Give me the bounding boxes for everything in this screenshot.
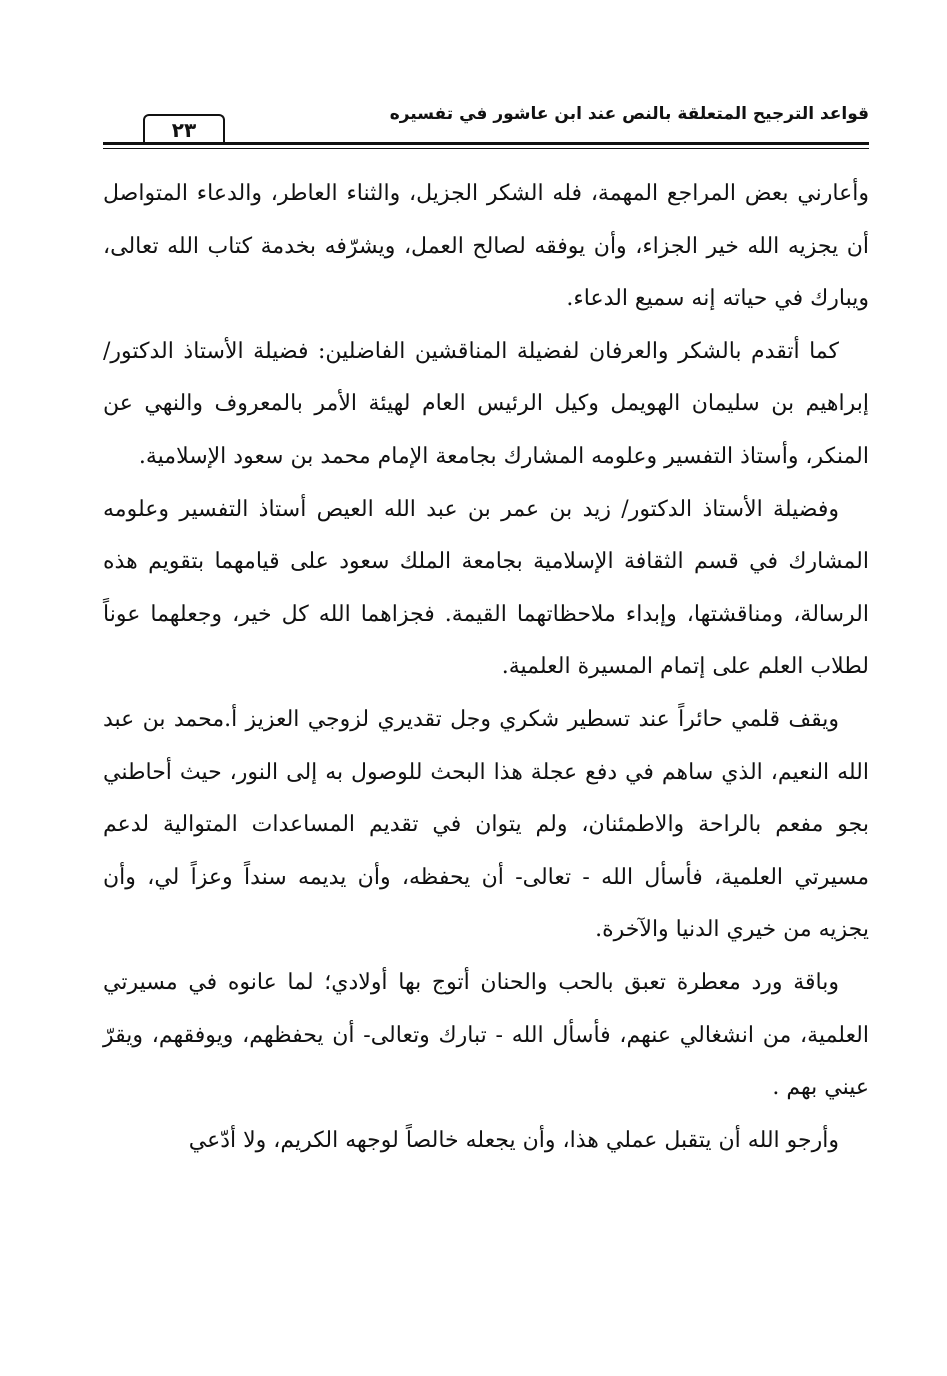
running-title: قواعد الترجيح المتعلقة بالنص عند ابن عاشور في تفسيره bbox=[389, 104, 869, 124]
paragraph: ويقف قلمي حائراً عند تسطير شكري وجل تقديري لزوجي العزيز أ.محمد بن عبد الله النعيم، الذي ساهم في دفع عجلة هذا البحث للوصول به إلى النور، حيث أحاطني بجو مفعم بالراحة والاطمئنان، ولم يتوان في تقديم المساعدات المتوالية لدعم مسيرتي العلمية، فأسأل الله - تعالى- أن يحفظه، وأن يديمه سنداً وعزاً لي، وأن يجزيه من خيري الدنيا والآخرة. bbox=[103, 706, 869, 943]
body-text bbox=[103, 168, 869, 1167]
page-number: ٢٣ bbox=[143, 114, 225, 144]
header-rule-thin bbox=[103, 148, 869, 149]
header-rule-thick bbox=[103, 142, 869, 145]
paragraph: وأعارني بعض المراجع المهمة، فله الشكر الجزيل، والثناء العاطر، والدعاء المتواصل أن يجزيه الله خير الجزاء، وأن يوفقه لصالح العمل، ويشرّفه بخدمة كتاب الله تعالى، ويبارك في حياته إنه سميع الدعاء. bbox=[103, 181, 870, 312]
paragraph: وباقة ورد معطرة تعبق بالحب والحنان أتوج بها أولادي؛ لما عانوه في مسيرتي العلمية، من انشغالي عنهم، فأسأل الله - تبارك وتعالى- أن يحفظهم، ويوفقهم، ويقرّ عيني بهم . bbox=[103, 969, 869, 1101]
running-header bbox=[103, 100, 869, 150]
paragraph: وأرجو الله أن يتقبل عملي هذا، وأن يجعله خالصاً لوجهه الكريم، ولا أدّعي bbox=[188, 1127, 839, 1153]
paragraph: وفضيلة الأستاذ الدكتور/ زيد بن عمر بن عبد الله العيص أستاذ التفسير وعلومه المشارك في قسم الثقافة الإسلامية بجامعة الملك سعود على قيامهما بتقويم هذه الرسالة، ومناقشتها، وإبداء ملاحظاتهما القيمة. فجزاهما الله كل خير، وجعلهما عوناً لطلاب العلم على إتمام المسيرة العلمية. bbox=[103, 496, 869, 680]
paragraph: كما أتقدم بالشكر والعرفان لفضيلة المناقشين الفاضلين: فضيلة الأستاذ الدكتور/ إبراهيم بن سليمان الهويمل وكيل الرئيس العام لهيئة الأمر بالمعروف والنهي عن المنكر، وأستاذ التفسير وعلومه المشارك بجامعة الإمام محمد بن سعود الإسلامية. bbox=[103, 338, 869, 469]
